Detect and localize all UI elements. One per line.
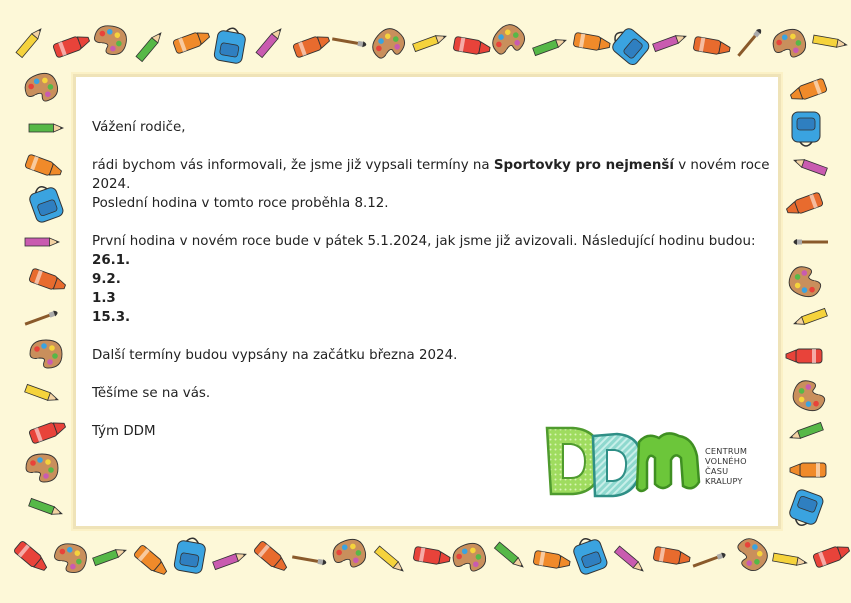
- date-item: 15.3.: [92, 310, 131, 325]
- intro-line: [92, 156, 782, 194]
- next-terms-line: Další termíny budou vypsány na začátku března 2024.: [92, 348, 458, 363]
- crayon-icon: [253, 540, 290, 574]
- pencil-icon: [789, 422, 824, 441]
- crayon-icon: [786, 349, 822, 363]
- paint-palette-icon: [92, 23, 128, 56]
- closing-line: Těšíme se na vás.: [92, 386, 211, 401]
- greeting: Vážení rodiče,: [92, 120, 186, 135]
- pencil-icon: [773, 553, 808, 567]
- logo-caption-line: CENTRUM: [705, 446, 748, 456]
- crayon-icon: [785, 192, 824, 217]
- crayon-icon: [813, 543, 851, 568]
- schoolbag-icon: [173, 536, 206, 574]
- pencil-icon: [136, 30, 164, 61]
- pencil-icon: [16, 26, 44, 57]
- paint-palette-icon: [329, 535, 369, 572]
- logo-caption-line: VOLNÉHO: [705, 456, 747, 466]
- pencil-icon: [494, 542, 525, 570]
- crayon-icon: [293, 33, 332, 58]
- schoolbag-icon: [213, 26, 246, 64]
- schoolbag-icon: [792, 112, 820, 146]
- schoolbag-icon: [571, 534, 609, 576]
- paintbrush-icon: [692, 552, 726, 569]
- paint-palette-icon: [367, 23, 409, 66]
- logo-caption-line: KRALUPY: [705, 476, 743, 486]
- paint-palette-icon: [785, 263, 825, 300]
- pencil-icon: [793, 156, 828, 175]
- pencil-icon: [813, 35, 848, 49]
- paintbrush-icon: [24, 310, 58, 327]
- pencil-icon: [614, 546, 645, 574]
- first-lesson-line: První hodina v novém roce bude v pátek 5.1.2024, jak jsme již avizovali. Následující hodinu budou:: [92, 234, 756, 249]
- date-item: 26.1.: [92, 253, 131, 268]
- pencil-icon: [93, 546, 128, 565]
- paintbrush-icon: [794, 239, 829, 245]
- crayon-icon: [173, 29, 212, 54]
- crayon-icon: [790, 463, 826, 477]
- pencil-icon: [25, 238, 59, 246]
- pencil-icon: [25, 384, 60, 403]
- pencil-icon: [653, 32, 688, 51]
- crayon-icon: [693, 36, 731, 56]
- paint-palette-icon: [21, 69, 61, 106]
- pencil-icon: [29, 124, 63, 132]
- paintbrush-icon: [292, 554, 327, 566]
- logo-letter-d2: [593, 434, 641, 496]
- crayon-icon: [413, 546, 451, 566]
- intro-text: rádi bychom vás informovali, že jsme již vypsali termíny na: [92, 158, 494, 173]
- pencil-icon: [374, 546, 405, 574]
- pencil-icon: [793, 308, 828, 327]
- date-item: 9.2.: [92, 272, 121, 287]
- crayon-icon: [53, 33, 92, 58]
- pencil-icon: [213, 550, 248, 569]
- paint-palette-icon: [26, 454, 58, 482]
- paint-palette-icon: [769, 25, 809, 62]
- paint-palette-icon: [52, 541, 88, 574]
- pencil-icon: [256, 26, 284, 57]
- crayon-icon: [533, 550, 571, 570]
- schoolbag-icon: [607, 24, 651, 67]
- paint-palette-icon: [789, 377, 829, 414]
- paint-palette-icon: [449, 539, 489, 576]
- letter-body: [92, 118, 782, 441]
- crayon-icon: [133, 544, 170, 578]
- paint-palette-icon: [487, 19, 529, 62]
- last-lesson-line: Poslední hodina v tomto roce proběhla 8.12.: [92, 196, 389, 211]
- crayon-icon: [25, 154, 64, 179]
- crayon-icon: [789, 78, 828, 103]
- schoolbag-icon: [787, 488, 825, 530]
- paint-palette-icon: [730, 533, 773, 575]
- logo-caption-line: ČASU: [705, 466, 729, 476]
- crayon-icon: [653, 546, 691, 566]
- program-name: Sportovky pro nejmenší: [493, 158, 674, 173]
- pencil-icon: [29, 498, 64, 517]
- crayon-icon: [453, 36, 491, 56]
- pencil-icon: [413, 32, 448, 51]
- logo-caption: [705, 446, 747, 486]
- intro-text-end: v novém roce 2024.: [92, 158, 770, 192]
- date-item: 1.3: [92, 291, 116, 306]
- schoolbag-icon: [27, 182, 65, 224]
- crayon-icon: [29, 268, 68, 293]
- paintbrush-icon: [332, 36, 367, 48]
- paintbrush-icon: [736, 27, 763, 57]
- crayon-icon: [573, 32, 611, 52]
- paint-palette-icon: [30, 340, 62, 368]
- logo-letter-m: [637, 433, 699, 491]
- pencil-icon: [533, 36, 568, 55]
- crayon-icon: [29, 419, 68, 444]
- crayon-icon: [13, 540, 50, 574]
- signature: Tým DDM: [92, 424, 156, 439]
